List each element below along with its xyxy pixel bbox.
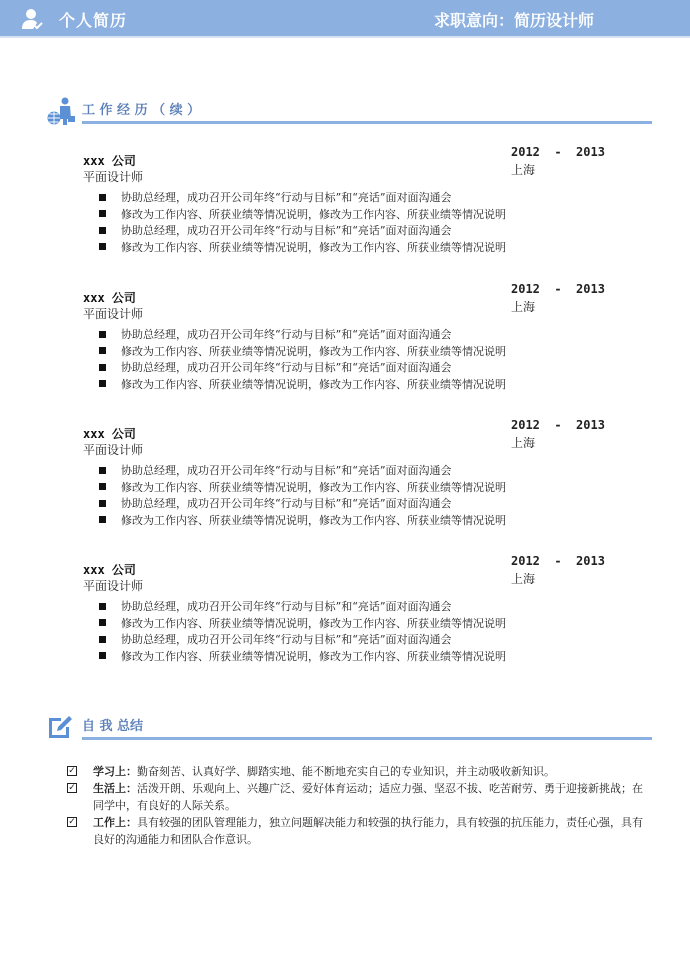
- bullet-item: 协助总经理，成功召开公司年终“行动与目标”和“亮话”面对面沟通会: [99, 327, 506, 344]
- bullet-item: 修改为工作内容、所获业绩等情况说明，修改为工作内容、所获业绩等情况说明: [99, 480, 506, 497]
- square-bullet-icon: [99, 516, 106, 523]
- square-bullet-icon: [99, 331, 106, 338]
- checkbox-checked-icon: ✓: [68, 766, 76, 776]
- job-entry: [83, 554, 623, 686]
- summary-item-life: [67, 780, 647, 814]
- bullet-item: 协助总经理，成功召开公司年终“行动与目标”和“亮话”面对面沟通会: [99, 223, 506, 240]
- job-city: 上海: [511, 163, 536, 177]
- summary-text: 勤奋刻苦、认真好学、脚踏实地、能不断地充实自己的专业知识，并主动吸收新知识。: [137, 765, 555, 778]
- job-years: 2012 - 2013: [511, 282, 605, 296]
- job-role: 平面设计师: [83, 443, 144, 457]
- work-experience-heading: [46, 97, 656, 127]
- square-bullet-icon: [99, 210, 106, 217]
- summary-key: 学习上：: [93, 765, 137, 778]
- bullet-item: 修改为工作内容、所获业绩等情况说明，修改为工作内容、所获业绩等情况说明: [99, 240, 506, 257]
- job-years: 2012 - 2013: [511, 418, 605, 432]
- summary-key: 工作上：: [93, 816, 137, 829]
- job-city: 上海: [511, 572, 536, 586]
- square-bullet-icon: [99, 467, 106, 474]
- edit-icon: [46, 713, 76, 741]
- square-bullet-icon: [99, 636, 106, 643]
- square-bullet-icon: [99, 227, 106, 234]
- bullet-item: 修改为工作内容、所获业绩等情况说明，修改为工作内容、所获业绩等情况说明: [99, 616, 506, 633]
- job-bullets: [99, 190, 506, 256]
- bullet-item: 修改为工作内容、所获业绩等情况说明，修改为工作内容、所获业绩等情况说明: [99, 207, 506, 224]
- job-role: 平面设计师: [83, 307, 144, 321]
- bullet-item: 协助总经理，成功召开公司年终“行动与目标”和“亮话”面对面沟通会: [99, 190, 506, 207]
- company-name: xxx 公司: [83, 563, 136, 577]
- job-years: 2012 - 2013: [511, 145, 605, 159]
- bullet-item: 修改为工作内容、所获业绩等情况说明，修改为工作内容、所获业绩等情况说明: [99, 377, 506, 394]
- company-name: xxx 公司: [83, 291, 136, 305]
- square-bullet-icon: [99, 380, 106, 387]
- checkbox-checked-icon: ✓: [68, 817, 76, 827]
- job-bullets: [99, 327, 506, 393]
- bullet-item: 修改为工作内容、所获业绩等情况说明，修改为工作内容、所获业绩等情况说明: [99, 344, 506, 361]
- bullet-item: 协助总经理，成功召开公司年终“行动与目标”和“亮话”面对面沟通会: [99, 496, 506, 513]
- square-bullet-icon: [99, 243, 106, 250]
- section-divider: [82, 121, 652, 124]
- bullet-item: 协助总经理，成功召开公司年终“行动与目标”和“亮话”面对面沟通会: [99, 463, 506, 480]
- summary-text: 具有较强的团队管理能力，独立问题解决能力和较强的执行能力，具有较强的抗压能力，责任心强，具有良好的沟通能力和团队合作意识。: [93, 816, 643, 846]
- square-bullet-icon: [99, 483, 106, 490]
- businessman-globe-icon: [46, 97, 76, 125]
- company-name: xxx 公司: [83, 154, 136, 168]
- job-entry: [83, 282, 623, 414]
- bullet-item: 修改为工作内容、所获业绩等情况说明，修改为工作内容、所获业绩等情况说明: [99, 513, 506, 530]
- bullet-item: 协助总经理，成功召开公司年终“行动与目标”和“亮话”面对面沟通会: [99, 632, 506, 649]
- bullet-item: 协助总经理，成功召开公司年终“行动与目标”和“亮话”面对面沟通会: [99, 599, 506, 616]
- job-city: 上海: [511, 300, 536, 314]
- user-check-icon: [20, 7, 44, 31]
- summary-text: 活泼开朗、乐观向上、兴趣广泛、爱好体育运动；适应力强、坚忍不拔、吃苦耐劳、勇于迎接新挑战；在同学中，有良好的人际关系。: [93, 782, 643, 812]
- job-objective: 求职意向：简历设计师: [434, 11, 595, 30]
- bullet-item: 修改为工作内容、所获业绩等情况说明，修改为工作内容、所获业绩等情况说明: [99, 649, 506, 666]
- job-entry: [83, 418, 623, 550]
- square-bullet-icon: [99, 619, 106, 626]
- square-bullet-icon: [99, 347, 106, 354]
- section-divider: [82, 737, 652, 740]
- square-bullet-icon: [99, 603, 106, 610]
- self-summary-heading: [46, 713, 656, 743]
- summary-item-work: [67, 814, 647, 848]
- company-name: xxx 公司: [83, 427, 136, 441]
- self-summary-list: [67, 763, 647, 848]
- summary-item-study: [67, 763, 647, 780]
- square-bullet-icon: [99, 364, 106, 371]
- square-bullet-icon: [99, 194, 106, 201]
- job-entry: [83, 145, 623, 277]
- square-bullet-icon: [99, 652, 106, 659]
- job-role: 平面设计师: [83, 170, 144, 184]
- job-bullets: [99, 463, 506, 529]
- job-city: 上海: [511, 436, 536, 450]
- resume-header: [0, 0, 690, 38]
- square-bullet-icon: [99, 500, 106, 507]
- section-title-summary: 自 我 总结: [82, 719, 144, 734]
- job-years: 2012 - 2013: [511, 554, 605, 568]
- section-title-work: 工 作 经 历 （ 续 ）: [82, 103, 201, 118]
- job-role: 平面设计师: [83, 579, 144, 593]
- checkbox-checked-icon: ✓: [68, 783, 76, 793]
- summary-key: 生活上：: [93, 782, 137, 795]
- bullet-item: 协助总经理，成功召开公司年终“行动与目标”和“亮话”面对面沟通会: [99, 360, 506, 377]
- header-title: 个人简历: [59, 11, 128, 30]
- job-bullets: [99, 599, 506, 665]
